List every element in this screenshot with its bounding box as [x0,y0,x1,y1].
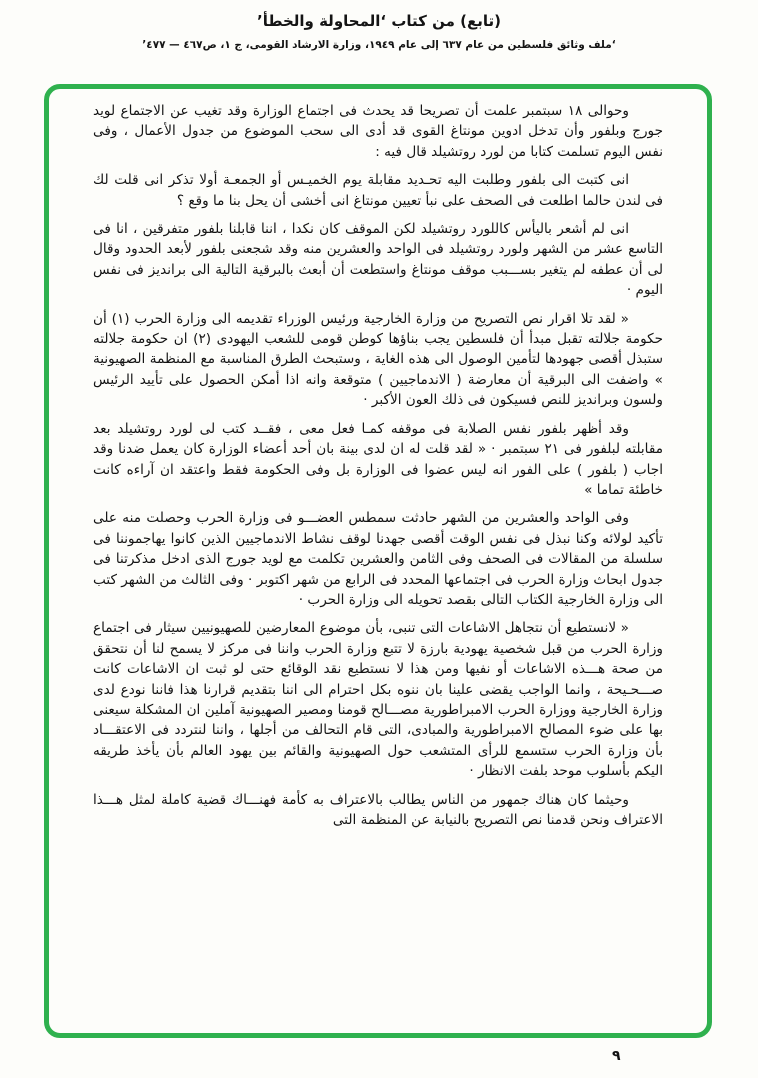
page-header [0,12,758,51]
source-citation: ‘ملف وثائق فلسطين من عام ٦٣٧ إلى عام ١٩٤٩، وزارة الارشاد القومى، ج ١، ص٤٦٧ — ٤٧٧’ [142,39,616,51]
paragraph-4: « لقد تلا اقرار نص التصريح من وزارة الخارجية ورئيس الوزراء تقديمه الى وزارة الحرب (١) أن حكومة جلالته تقبل مبدأ أن فلسطين يجب بناؤها كوطن قومى للشعب اليهودى (٢) ان حكومة جلالته ستبذل أقصى جهودها لتأمين الوصول الى هذه الغاية ، وستبحث الطرق المناسبة مع المنظمة الصهيونية » واضفت الى البرقية أن معارضة ( الاندماجيين ) متوقعة وانه اذا أمكن الحصول على تأييد الرئيس ولسون وبرانديز للنص فسيكون فى ذلك العون الأكبر · [93,310,663,409]
book-title: (تابع) من كتاب ‘المحاولة والخطأ’ [257,12,501,30]
paragraph-1: وحوالى ١٨ سبتمبر علمت أن تصريحا قد يحدث فى اجتماع الوزارة وقد تغيب عن الاجتماع لويد جورج وبلفور وأن تدخل ادوين مونتاغ القوى قد أدى الى سحب الموضوع من جدول الأعمال ، وفى نفس اليوم تسلمت كتابا من لورد روتشيلد قال فيه : [93,103,663,160]
paragraph-3: انى لم أشعر باليأس كاللورد روتشيلد لكن الموقف كان نكدا ، اننا قابلنا بلفور متفرقين ، انا فى التاسع عشر من الشهر ولورد روتشيلد فى الواحد والعشرين منه وقد شجعنى بلفور لأبعد الحدود وقال لى أن عطفه لم يتغير بســـبب موقف مونتاغ واستطعت أن أبعث بالبرقية التالية الى برانديز فى نفس اليوم · [93,221,663,299]
paragraph-5: وقد أظهر بلفور نفس الصلابة فى موقفه كمـا فعل معى ، فقــد كتب لى لورد روتشيلد بعد مقابلته لبلفور فى ٢١ سبتمبر · « لقد قلت له ان لدى بينة بان أحد أعضاء الوزارة كان يعمل ضدنا وقد اجاب ( بلفور ) على الفور انه ليس عضوا فى الوزارة بل وفى الحكومة فقط واعتقد ان آراءه كانت خاطئة تماما » [93,420,663,498]
body-text [93,101,663,1025]
paragraph-8: وحيثما كان هناك جمهور من الناس يطالب بالاعتراف به كأمة فهنـــاك قضية كاملة لمثل هـــذا الاعتراف ونحن قدمنا نص التصريح بالنيابة عن المنظمة التى [93,791,663,828]
paragraph-7: « لانستطيع أن نتجاهل الاشاعات التى تنبى، بأن موضوع المعارضين للصهيونيين سيثار فى اجتماع وزارة الحرب من قبل شخصية يهودية بارزة لا تتبع وزارة الحرب واننا فى مركز لا يسمح لنا أن نتحقق من صحة هـــذه الاشاعات أو نفيها ومن هذا لا نستطيع نقد الوقائع حتى لو ثبت ان الاشاعات كانت صـــحـيحة ، وانما الواجب يقضى علينا بان ننوه بكل احترام الى اننا بتقديم قرارنا هذا فاننا نودع لدى وزارة الخارجية ووزارة الحرب الامبراطورية مصـــالح قومنا ومصير الصهيونية آملين ان المشكلة سيعنى بها على ضوء المصالح الامبراطورية والمبادى، التى قام التحالف من أجلها ، واننا لنتردد فى الاعتقـــاد بأن وزارة الحرب ستسمع للرأى المتشعب حول الصهيونية والقائم بين يهود العالم بأن يأخذ طريقه اليكم بأسلوب موحد بلفت الانظار · [93,620,663,780]
content-frame [44,84,712,1038]
page-number: ٩ [612,1048,621,1064]
paragraph-2: انى كتبت الى بلفور وطلبت اليه تحـديد مقابلة يوم الخميـس أو الجمعـة أولا تذكر انى قلت لك فى لندن حالما اطلعت فى الصحف على نبأ تعيين مونتاغ انى أخشى أن يحل بنا ما وقع ؟ [93,172,663,209]
paragraph-6: وفى الواحد والعشرين من الشهر حادثت سمطس العضـــو فى وزارة الحرب وحصلت منه على تأكيد لولائه وكنا نبذل فى نفس الوقت أقصى جهدنا لوقف نشاط الاندماجيين الذين كانوا يهاجموننا فى سلسلة من المقالات فى الصحف وفى الثامن والعشرين تكلمت مع لويد جورج الذى ادخل مذكرتنا فى جدول ابحاث وزارة الحرب فى اجتماعها المحدد فى الرابع من شهر اكتوبر · وفى الثالث من الشهر كتب الى وزارة الخارجية الكتاب التالى بقصد تحويله الى وزارة الحرب · [93,510,663,608]
